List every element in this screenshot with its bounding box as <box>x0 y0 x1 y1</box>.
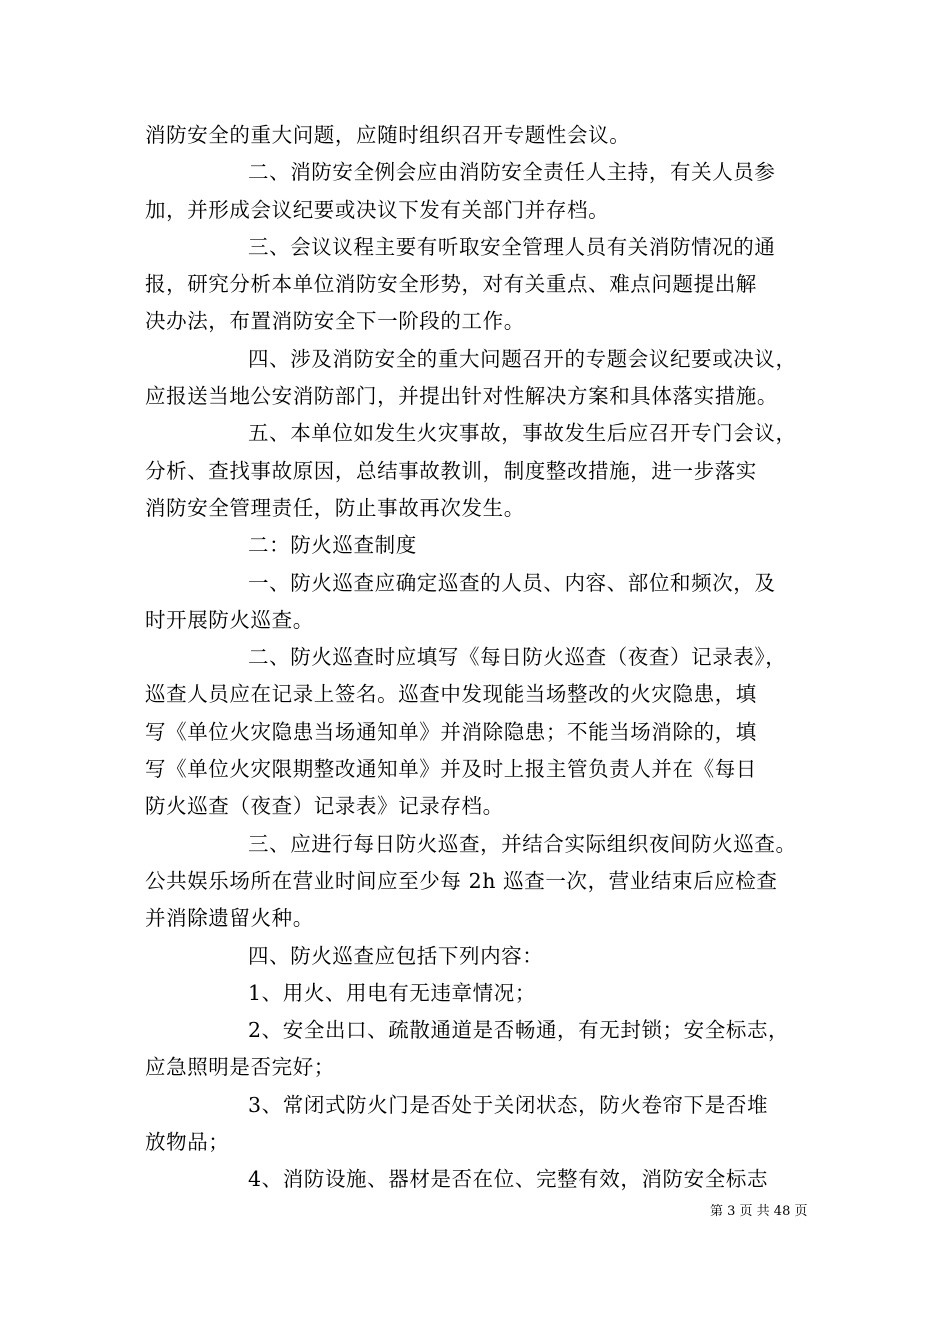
text-line: 4、消防设施、器材是否在位、完整有效，消防安全标志 <box>248 1167 769 1192</box>
text-line: 写《单位火灾隐患当场通知单》并消除隐患；不能当场消除的，填 <box>145 719 757 744</box>
text-line: 二、防火巡查时应填写《每日防火巡查（夜查）记录表》， <box>248 645 787 670</box>
text-line: 并消除遗留火种。 <box>145 906 314 931</box>
text-line: 报，研究分析本单位消防安全形势，对有关重点、难点问题提出解 <box>145 272 757 297</box>
text-line: 三、会议议程主要有听取安全管理人员有关消防情况的通 <box>248 234 776 259</box>
text-line: 2、安全出口、疏散通道是否畅通，有无封锁；安全标志， <box>248 1018 790 1043</box>
text-line: 放物品； <box>145 1130 230 1155</box>
text-line: 1、用火、用电有无违章情况； <box>248 980 536 1005</box>
text-line: 写《单位火灾限期整改通知单》并及时上报主管负责人并在《每日 <box>145 757 757 782</box>
text-line: 消防安全的重大问题，应随时组织召开专题性会议。 <box>145 123 631 147</box>
text-line: 应急照明是否完好； <box>145 1055 335 1080</box>
text-line: 时开展防火巡查。 <box>145 607 314 632</box>
text-line: 巡查人员应在记录上签名。巡查中发现能当场整改的火灾隐患，填 <box>145 682 757 707</box>
text-line: 二、消防安全例会应由消防安全责任人主持，有关人员参 <box>248 160 776 185</box>
text-line: 五、本单位如发生火灾事故，事故发生后应召开专门会议， <box>248 421 797 446</box>
text-line: 二：防火巡查制度 <box>248 533 417 558</box>
text-line: 决办法，布置消防安全下一阶段的工作。 <box>145 309 525 334</box>
page-number: 第 3 页 共 48 页 <box>710 1204 808 1219</box>
text-line: 三、应进行每日防火巡查，并结合实际组织夜间防火巡查。 <box>248 831 797 856</box>
text-line: 四、涉及消防安全的重大问题召开的专题会议纪要或决议， <box>248 346 797 371</box>
text-line: 公共娱乐场所在营业时间应至少每 2h 巡查一次，营业结束后应检查 <box>145 868 778 893</box>
text-line: 一、防火巡查应确定巡查的人员、内容、部位和频次，及 <box>248 570 776 595</box>
text-line: 消防安全管理责任，防止事故再次发生。 <box>145 495 525 520</box>
text-line: 应报送当地公安消防部门，并提出针对性解决方案和具体落实措施。 <box>145 384 778 409</box>
document-body <box>145 117 810 1199</box>
text-line: 3、常闭式防火门是否处于关闭状态，防火卷帘下是否堆 <box>248 1092 769 1117</box>
text-line: 防火巡查（夜查）记录表》记录存档。 <box>145 794 504 819</box>
text-line: 加，并形成会议纪要或决议下发有关部门并存档。 <box>145 197 610 222</box>
text-line: 四、防火巡查应包括下列内容： <box>248 943 544 968</box>
text-line: 分析、查找事故原因，总结事故教训，制度整改措施，进一步落实 <box>145 458 757 483</box>
